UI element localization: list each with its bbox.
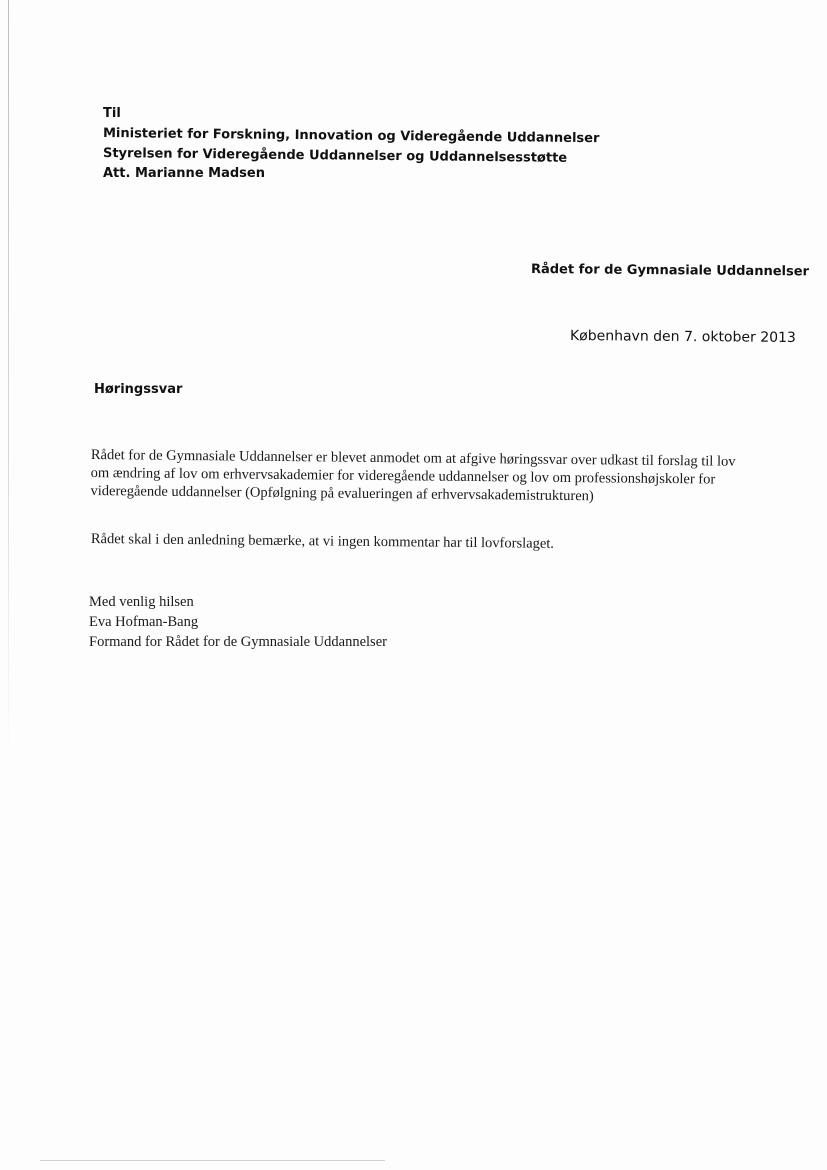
body-paragraph-1	[90, 446, 771, 507]
addressee-to: Til	[103, 106, 121, 121]
addressee-attention: Att. Marianne Madsen	[103, 166, 265, 181]
body-paragraph-1-line: om ændring af lov om erhvervsakademier for videregående uddannelser og lov om professionshøjskoler for	[90, 464, 716, 488]
closing-greeting: Med venlig hilsen	[89, 594, 194, 610]
body-paragraph-1-line: videregående uddannelser (Opfølgning på evalueringen af erhvervsakademistrukturen)	[90, 482, 594, 505]
letter-date: København den 7. oktober 2013	[569, 328, 796, 346]
letter-subject: Høringssvar	[94, 382, 183, 397]
scan-edge-left	[8, 0, 9, 760]
addressee-agency: Styrelsen for Videregående Uddannelser og Uddannelsesstøtte	[102, 146, 568, 166]
sender-organization: Rådet for de Gymnasiale Uddannelser	[530, 262, 810, 280]
closing-block	[89, 592, 387, 652]
signatory-name: Eva Hofman-Bang	[89, 614, 199, 630]
body-paragraph-2: Rådet skal i den anledning bemærke, at vi ingen kommentar har til lovforslaget.	[90, 530, 555, 552]
scan-edge-bottom	[40, 1160, 385, 1161]
addressee-block	[103, 104, 599, 184]
addressee-ministry: Ministeriet for Forskning, Innovation og Videregående Uddannelser	[102, 126, 600, 147]
body-paragraph-1-line: Rådet for de Gymnasiale Uddannelser er blevet anmodet om at afgive høringssvar over udkast til forslag til lov	[90, 446, 736, 470]
signatory-title: Formand for Rådet for de Gymnasiale Uddannelser	[89, 634, 387, 650]
